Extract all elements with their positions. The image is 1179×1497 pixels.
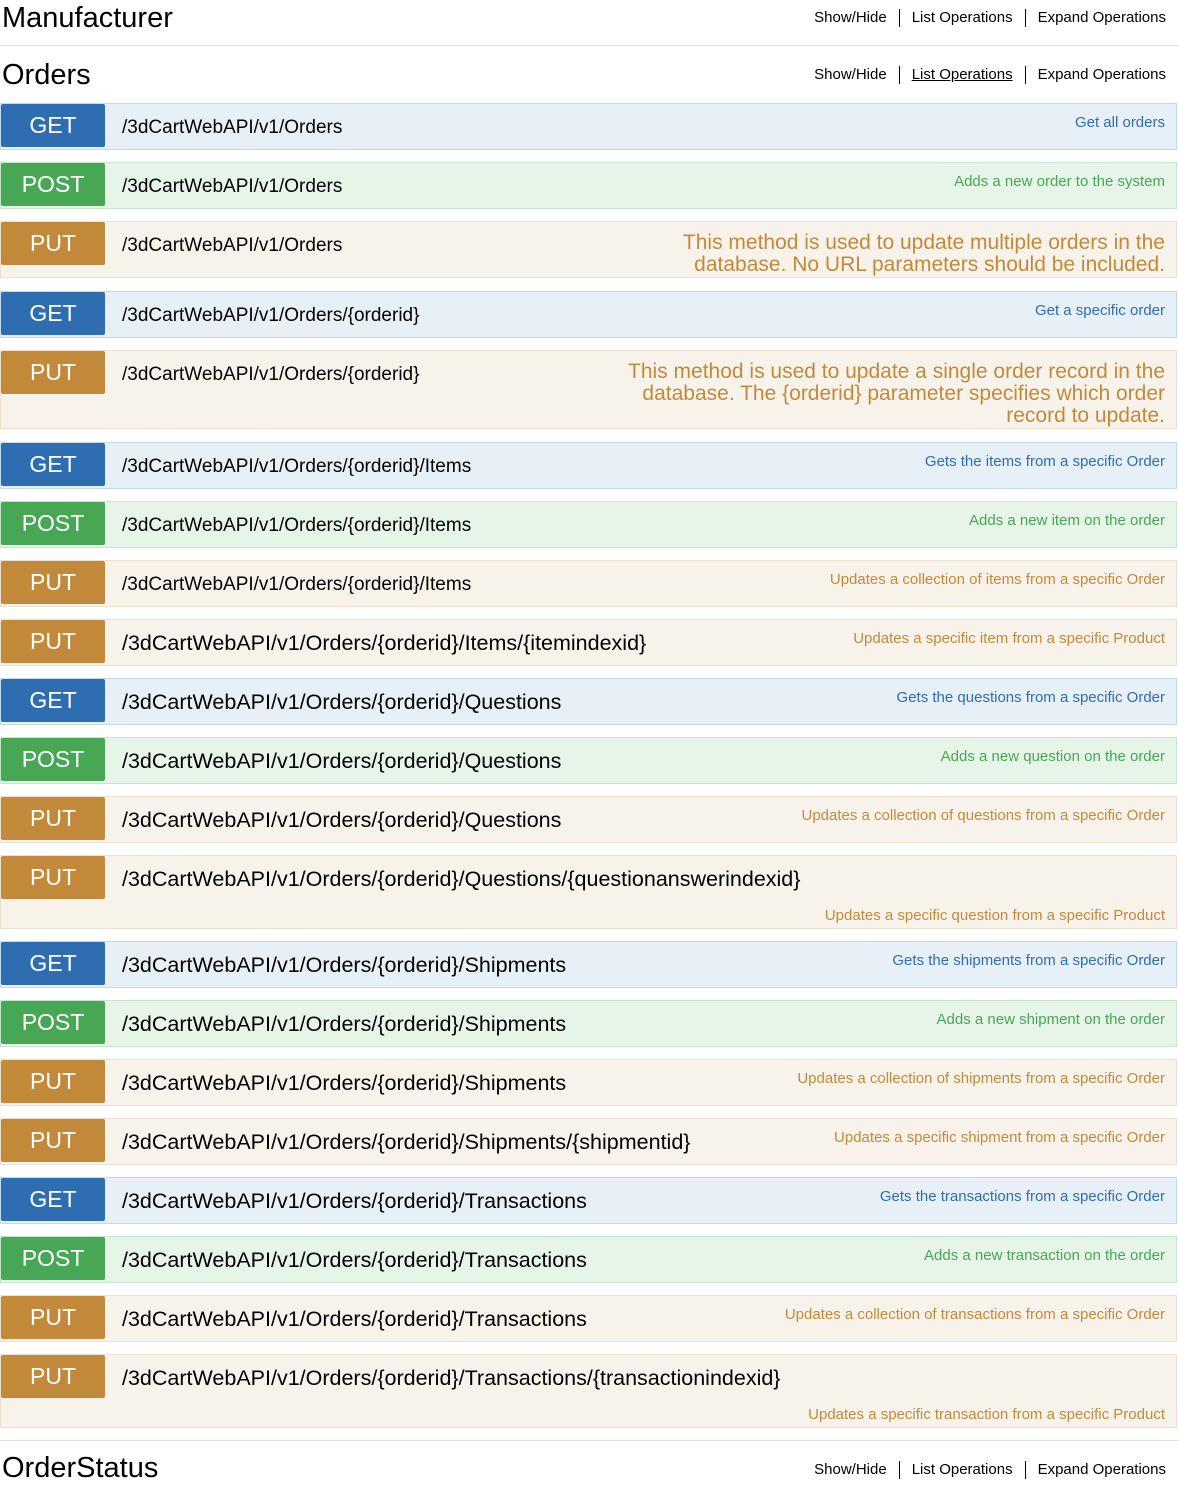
expand-operations-link[interactable]: Expand Operations xyxy=(1037,1461,1166,1478)
resource-manufacturer xyxy=(0,1,1179,47)
operation-summary[interactable]: Adds a new shipment on the order xyxy=(936,1011,1165,1028)
operation-summary[interactable]: Get all orders xyxy=(1074,114,1165,131)
operation-row[interactable] xyxy=(0,1236,1177,1283)
http-method-badge[interactable]: GET xyxy=(1,443,105,486)
endpoint-path[interactable]: /3dCartWebAPI/v1/Orders/{orderid}/Items xyxy=(122,515,472,536)
endpoint-path[interactable]: /3dCartWebAPI/v1/Orders/{orderid}/Questions xyxy=(122,808,562,832)
operation-summary[interactable]: Adds a new transaction on the order xyxy=(924,1247,1165,1264)
operation-row[interactable] xyxy=(0,162,1177,209)
operation-summary[interactable]: Updates a specific question from a specific Product xyxy=(824,907,1165,924)
operation-summary[interactable]: Updates a specific shipment from a specific Order xyxy=(834,1129,1165,1146)
endpoint-path[interactable]: /3dCartWebAPI/v1/Orders/{orderid}/Transactions/{transactionindexid} xyxy=(122,1366,781,1390)
operation-row[interactable] xyxy=(0,678,1177,725)
link-divider xyxy=(1025,66,1026,84)
operation-summary[interactable]: Updates a collection of questions from a specific Order xyxy=(801,807,1165,824)
section-divider xyxy=(0,45,1179,46)
operation-row[interactable] xyxy=(0,796,1177,843)
operation-summary[interactable]: Updates a collection of transactions from a specific Order xyxy=(784,1306,1165,1323)
http-method-badge[interactable]: PUT xyxy=(1,222,105,265)
operation-summary[interactable]: Gets the shipments from a specific Order xyxy=(892,952,1165,969)
resource-links xyxy=(814,1460,1166,1480)
operation-row[interactable] xyxy=(0,1000,1177,1047)
section-divider xyxy=(0,1440,1179,1441)
operation-row[interactable] xyxy=(0,291,1177,338)
endpoint-path[interactable]: /3dCartWebAPI/v1/Orders/{orderid}/Transactions xyxy=(122,1248,587,1272)
operation-row[interactable] xyxy=(0,855,1177,929)
operation-summary[interactable]: Updates a specific transaction from a specific Product xyxy=(808,1406,1165,1423)
link-divider xyxy=(899,66,900,84)
endpoint-path[interactable]: /3dCartWebAPI/v1/Orders/{orderid}/Questions xyxy=(122,749,562,773)
link-divider xyxy=(899,1461,900,1479)
http-method-badge[interactable]: GET xyxy=(1,942,105,985)
http-method-badge[interactable]: PUT xyxy=(1,1119,105,1162)
operation-row[interactable] xyxy=(0,1354,1177,1428)
endpoint-path[interactable]: /3dCartWebAPI/v1/Orders xyxy=(122,235,343,256)
endpoint-path[interactable]: /3dCartWebAPI/v1/Orders/{orderid}/Transactions xyxy=(122,1307,587,1331)
endpoint-path[interactable]: /3dCartWebAPI/v1/Orders/{orderid}/Shipments xyxy=(122,953,567,977)
endpoint-path[interactable]: /3dCartWebAPI/v1/Orders/{orderid}/Shipments/{shipmentid} xyxy=(122,1130,691,1154)
http-method-badge[interactable]: PUT xyxy=(1,1296,105,1339)
operation-row[interactable] xyxy=(0,442,1177,489)
operation-row[interactable] xyxy=(0,1295,1177,1342)
operation-summary[interactable]: Get a specific order xyxy=(1034,302,1165,319)
show-hide-link[interactable]: Show/Hide xyxy=(814,9,887,26)
http-method-badge[interactable]: GET xyxy=(1,104,105,147)
resource-title[interactable]: OrderStatus xyxy=(2,1452,159,1484)
resource-links xyxy=(814,8,1166,28)
endpoint-path[interactable]: /3dCartWebAPI/v1/Orders/{orderid} xyxy=(122,305,420,326)
operation-row[interactable] xyxy=(0,350,1177,429)
operation-row[interactable] xyxy=(0,1059,1177,1106)
http-method-badge[interactable]: PUT xyxy=(1,797,105,840)
http-method-badge[interactable]: PUT xyxy=(1,1355,105,1398)
list-operations-link[interactable]: List Operations xyxy=(911,1461,1013,1478)
operation-summary[interactable]: Updates a collection of items from a specific Order xyxy=(829,571,1165,588)
resource-title[interactable]: Orders xyxy=(2,59,91,91)
list-operations-link[interactable]: List Operations xyxy=(911,66,1013,83)
operation-row[interactable] xyxy=(0,941,1177,988)
operation-row[interactable] xyxy=(0,737,1177,784)
operation-summary[interactable]: Adds a new order to the system xyxy=(954,173,1165,190)
operation-row[interactable] xyxy=(0,1118,1177,1165)
http-method-badge[interactable]: PUT xyxy=(1,351,105,394)
http-method-badge[interactable]: GET xyxy=(1,1178,105,1221)
http-method-badge[interactable]: PUT xyxy=(1,561,105,604)
operation-summary[interactable]: Gets the questions from a specific Order xyxy=(896,689,1165,706)
operation-row[interactable] xyxy=(0,560,1177,607)
http-method-badge[interactable]: POST xyxy=(1,1001,105,1044)
http-method-badge[interactable]: PUT xyxy=(1,1060,105,1103)
show-hide-link[interactable]: Show/Hide xyxy=(814,1461,887,1478)
http-method-badge[interactable]: POST xyxy=(1,163,105,206)
resource-orderstatus xyxy=(0,1451,1179,1497)
endpoint-path[interactable]: /3dCartWebAPI/v1/Orders xyxy=(122,117,343,138)
resource-links xyxy=(814,65,1166,85)
operation-summary[interactable]: Updates a collection of shipments from a specific Order xyxy=(797,1070,1165,1087)
endpoint-path[interactable]: /3dCartWebAPI/v1/Orders/{orderid}/Shipments xyxy=(122,1012,567,1036)
operation-summary[interactable]: Updates a specific item from a specific Product xyxy=(853,630,1165,647)
operation-row[interactable] xyxy=(0,221,1177,278)
http-method-badge[interactable]: PUT xyxy=(1,856,105,899)
expand-operations-link[interactable]: Expand Operations xyxy=(1037,66,1166,83)
endpoint-path[interactable]: /3dCartWebAPI/v1/Orders/{orderid}/Items xyxy=(122,456,472,477)
operation-summary[interactable]: This method is used to update a single order record in the database. The {orderid} parameter specifies which order record to update. xyxy=(628,360,1165,427)
operation-summary[interactable]: This method is used to update multiple orders in the database. No URL parameters should be included. xyxy=(682,231,1165,276)
link-divider xyxy=(899,9,900,27)
endpoint-path[interactable]: /3dCartWebAPI/v1/Orders/{orderid}/Items/{itemindexid} xyxy=(122,631,647,655)
operation-row[interactable] xyxy=(0,501,1177,548)
http-method-badge[interactable]: POST xyxy=(1,738,105,781)
link-divider xyxy=(1025,9,1026,27)
endpoint-path[interactable]: /3dCartWebAPI/v1/Orders/{orderid}/Questions/{questionanswerindexid} xyxy=(122,867,801,891)
http-method-badge[interactable]: GET xyxy=(1,292,105,335)
endpoint-path[interactable]: /3dCartWebAPI/v1/Orders/{orderid}/Items xyxy=(122,574,472,595)
resource-title[interactable]: Manufacturer xyxy=(2,2,173,34)
http-method-badge[interactable]: POST xyxy=(1,502,105,545)
operation-row[interactable] xyxy=(0,103,1177,150)
operation-summary[interactable]: Gets the items from a specific Order xyxy=(924,453,1165,470)
operation-row[interactable] xyxy=(0,1177,1177,1224)
endpoint-path[interactable]: /3dCartWebAPI/v1/Orders xyxy=(122,176,343,197)
endpoint-path[interactable]: /3dCartWebAPI/v1/Orders/{orderid}/Shipments xyxy=(122,1071,567,1095)
link-divider xyxy=(1025,1461,1026,1479)
operation-summary[interactable]: Gets the transactions from a specific Order xyxy=(879,1188,1165,1205)
expand-operations-link[interactable]: Expand Operations xyxy=(1037,9,1166,26)
show-hide-link[interactable]: Show/Hide xyxy=(814,66,887,83)
http-method-badge[interactable]: GET xyxy=(1,679,105,722)
list-operations-link[interactable]: List Operations xyxy=(911,9,1013,26)
operation-row[interactable] xyxy=(0,619,1177,666)
operation-summary[interactable]: Adds a new item on the order xyxy=(969,512,1165,529)
http-method-badge[interactable]: PUT xyxy=(1,620,105,663)
operation-summary[interactable]: Adds a new question on the order xyxy=(940,748,1165,765)
endpoint-path[interactable]: /3dCartWebAPI/v1/Orders/{orderid} xyxy=(122,364,420,385)
http-method-badge[interactable]: POST xyxy=(1,1237,105,1280)
endpoint-path[interactable]: /3dCartWebAPI/v1/Orders/{orderid}/Questions xyxy=(122,690,562,714)
endpoint-path[interactable]: /3dCartWebAPI/v1/Orders/{orderid}/Transactions xyxy=(122,1189,587,1213)
resource-orders xyxy=(0,58,1179,104)
